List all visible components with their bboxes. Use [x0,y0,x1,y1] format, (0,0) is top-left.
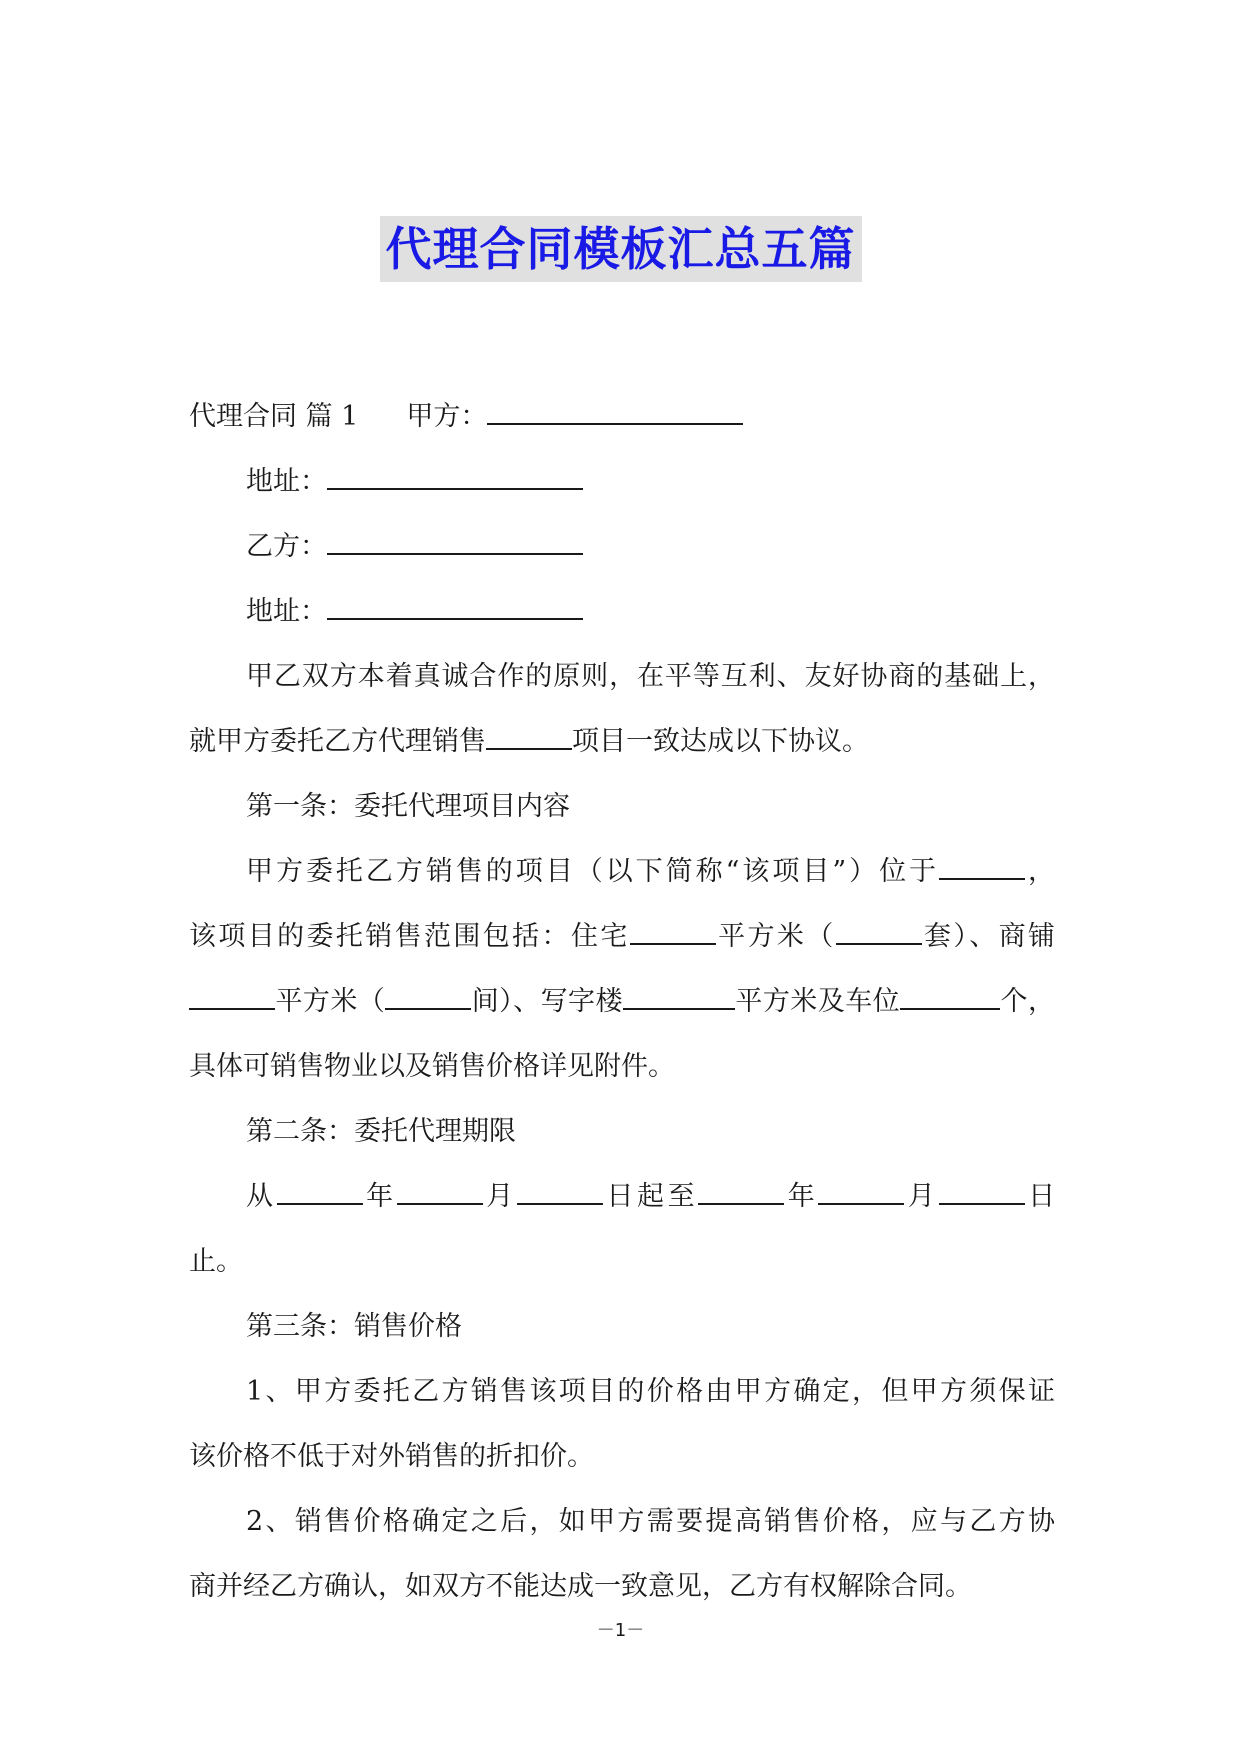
day-to-text: 日起至 [602,1181,699,1212]
party-a-blank [487,397,743,425]
article-1-line-2 [189,904,1055,969]
from-text: 从 [246,1181,277,1212]
title-wrap [0,216,1241,282]
article-1-line-4 [189,1034,1055,1099]
start-month-blank [397,1177,483,1205]
article-3-heading-text: 第三条：销售价格 [246,1311,462,1342]
article-3-p1-text-2: 该价格不低于对外销售的折扣价。 [189,1441,594,1472]
residential-area-blank [630,917,716,945]
article-2-heading [189,1099,1055,1164]
location-blank [939,852,1025,880]
month-text: 月 [482,1181,517,1212]
office-area-blank [623,982,735,1010]
article-3-p2-line-2 [189,1554,1055,1619]
article-1-text-3b: 间）、写字楼 [471,986,623,1017]
article-2-line-2 [189,1229,1055,1294]
document-body [189,384,1055,1619]
article-1-line-3 [189,969,1055,1034]
address-a-label: 地址： [246,466,327,497]
year-text: 年 [362,1181,397,1212]
article-1-text-4: 具体可销售物业以及销售价格详见附件。 [189,1051,675,1082]
end-year-blank [698,1177,784,1205]
party-b-label: 乙方： [246,531,327,562]
address-b-label: 地址： [246,596,327,627]
article-3-heading [189,1294,1055,1359]
article-1-text-2b: 平方米（ [715,921,836,952]
party-b-blank [327,527,583,555]
shop-units-blank [385,982,471,1010]
article-1-heading [189,774,1055,839]
article-2-heading-text: 第二条：委托代理期限 [246,1116,516,1147]
address-a-line [189,449,1055,514]
section-label: 代理合同 篇 1 [189,401,359,432]
address-b-blank [327,592,583,620]
article-1-text-3a: 平方米（ [275,986,386,1017]
day2-text: 日 [1024,1181,1056,1212]
intro-text-2b: 项目一致达成以下协议。 [572,726,869,757]
article-1-text-3d: 个， [1000,986,1056,1017]
article-1-text-1a: 甲方委托乙方销售的项目（以下简称“该项目”）位于 [246,856,940,887]
intro-line-2 [189,709,1055,774]
party-b-line [189,514,1055,579]
end-month-blank [818,1177,904,1205]
page-number: －1－ [596,1620,645,1641]
article-3-p2-text-1: 2、销售价格确定之后，如甲方需要提高销售价格，应与乙方协 [246,1506,1055,1537]
year2-text: 年 [784,1181,819,1212]
address-a-blank [327,462,583,490]
article-3-p1-line-2 [189,1424,1055,1489]
article-1-text-2c: 套）、商铺 [921,921,1056,952]
article-1-text-1b: ， [1025,856,1056,887]
article-1-line-1 [189,839,1055,904]
article-3-p2-line-1 [189,1489,1055,1554]
header-line [189,384,1055,449]
document-title: 代理合同模板汇总五篇 [380,216,862,282]
article-3-p2-text-2: 商并经乙方确认，如双方不能达成一致意见，乙方有权解除合同。 [189,1571,972,1602]
residential-units-blank [836,917,922,945]
address-b-line [189,579,1055,644]
start-year-blank [277,1177,363,1205]
intro-text-2a: 就甲方委托乙方代理销售 [189,726,486,757]
parking-count-blank [900,982,1000,1010]
intro-line-1 [189,644,1055,709]
month2-text: 月 [904,1181,939,1212]
end-text: 止。 [189,1246,243,1277]
article-3-p1-line-1 [189,1359,1055,1424]
start-day-blank [517,1177,603,1205]
end-day-blank [939,1177,1025,1205]
article-1-heading-text: 第一条：委托代理项目内容 [246,791,570,822]
shop-area-blank [189,982,275,1010]
article-1-text-3c: 平方米及车位 [734,986,901,1017]
article-1-text-2a: 该项目的委托销售范围包括：住宅 [189,921,630,952]
article-3-p1-text-1: 1、甲方委托乙方销售该项目的价格由甲方确定，但甲方须保证 [246,1376,1055,1407]
party-a-label: 甲方： [406,401,488,432]
intro-text-1: 甲乙双方本着真诚合作的原则，在平等互利、友好协商的基础上， [246,661,1055,692]
article-2-line-1 [189,1164,1055,1229]
project-blank [486,722,572,750]
